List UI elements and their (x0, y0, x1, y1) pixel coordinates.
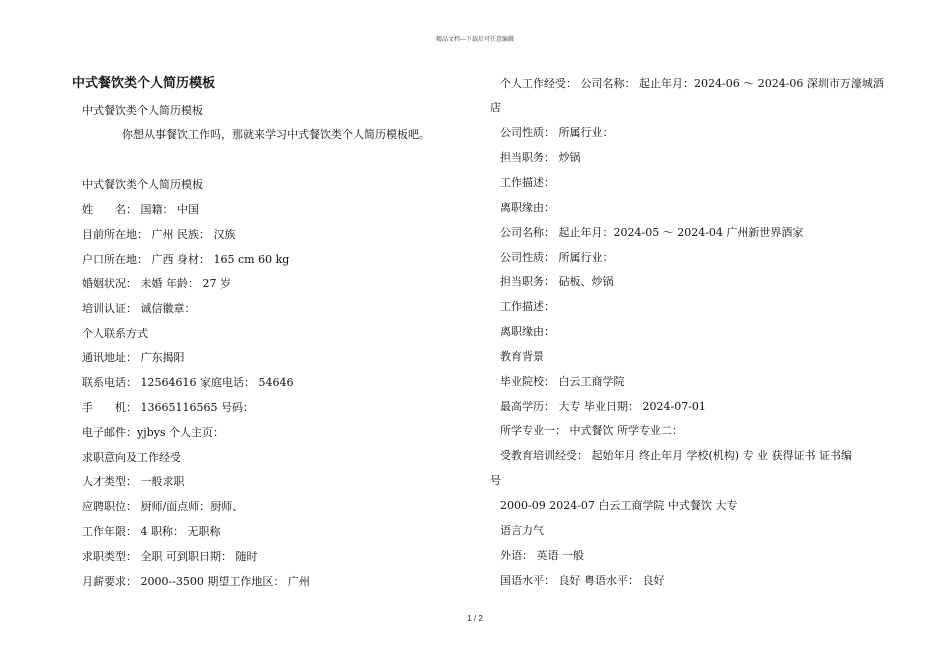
field-address: 通讯地址： 广东揭阳 (82, 351, 185, 364)
company-2: 公司名称： 起止年月：2024-05 ～ 2024-04 广州新世界酒家 (500, 226, 804, 239)
subtitle-line: 中式餐饮类个人简历模板 (82, 104, 203, 117)
section-education: 教育背景 (500, 350, 544, 363)
field-training: 培训认证： 诚信徽章： (82, 302, 196, 315)
field-work-years: 工作年限： 4 职称： 无职称 (82, 525, 221, 538)
intro-line: 你想从事餐饮工作吗，那就来学习中式餐饮类个人简历模板吧。 (122, 128, 430, 141)
field-training-continued: 号 (490, 474, 501, 487)
work-exp-continued: 店 (490, 101, 501, 114)
field-location-ethnicity: 目前所在地： 广州 民族： 汉族 (82, 228, 236, 241)
section-language: 语言力气 (500, 524, 544, 537)
work-exp-line: 个人工作经受： 公司名称： 起止年月：2024-06 ～ 2024-06 深圳市万濠城酒 (500, 77, 884, 90)
job-description-2: 工作描述： (500, 300, 555, 313)
field-job-type: 求职类型： 全职 可到职日期： 随时 (82, 550, 258, 563)
job-role-1: 担当职务： 炒锅 (500, 151, 581, 164)
page-header: 精品文档---下载后可任意编辑 (435, 36, 515, 43)
education-record: 2000-09 2024-07 白云工商学院 中式餐饮 大专 (500, 499, 738, 512)
field-position: 应聘职位： 厨师/面点师：厨师、 (82, 500, 244, 513)
field-hukou-body: 户口所在地： 广西 身材： 165 cm 60 kg (82, 253, 290, 266)
company-nature-1: 公司性质： 所属行业： (500, 126, 614, 139)
field-salary: 月薪要求： 2000--3500 期望工作地区： 广州 (82, 575, 310, 588)
section-contact: 个人联系方式 (82, 327, 148, 340)
job-description-1: 工作描述： (500, 176, 555, 189)
field-marital-age: 婚姻状况： 未婚 年龄： 27 岁 (82, 277, 231, 290)
field-email: 电子邮件：yjbys 个人主页： (82, 426, 225, 439)
field-foreign-language: 外语： 英语 一般 (500, 549, 584, 562)
field-name-nationality: 姓 名： 国籍： 中国 (82, 203, 199, 216)
section-job-intent: 求职意向及工作经受 (82, 451, 181, 464)
leave-reason-1: 离职缘由： (500, 201, 555, 214)
field-talent-type: 人才类型： 一般求职 (82, 475, 185, 488)
resume-heading: 中式餐饮类个人简历模板 (82, 178, 203, 191)
page-number: 1 / 2 (467, 614, 483, 623)
document-title: 中式餐饮类个人简历模板 (72, 75, 216, 90)
field-mobile: 手 机： 13665116565 号码： (82, 401, 254, 414)
field-degree: 最高学历： 大专 毕业日期： 2024-07-01 (500, 400, 706, 413)
field-dialects: 国语水平： 良好 粤语水平： 良好 (500, 574, 665, 587)
company-nature-2: 公司性质： 所属行业： (500, 251, 614, 264)
field-school: 毕业院校： 白云工商学院 (500, 375, 625, 388)
leave-reason-2: 离职缘由： (500, 325, 555, 338)
job-role-2: 担当职务： 砧板、炒锅 (500, 275, 614, 288)
field-major: 所学专业一： 中式餐饮 所学专业二： (500, 424, 683, 437)
field-phone: 联系电话： 12564616 家庭电话： 54646 (82, 376, 294, 389)
field-training-history: 受教育培训经受： 起始年月 终止年月 学校(机构) 专 业 获得证书 证书编 (500, 449, 853, 462)
